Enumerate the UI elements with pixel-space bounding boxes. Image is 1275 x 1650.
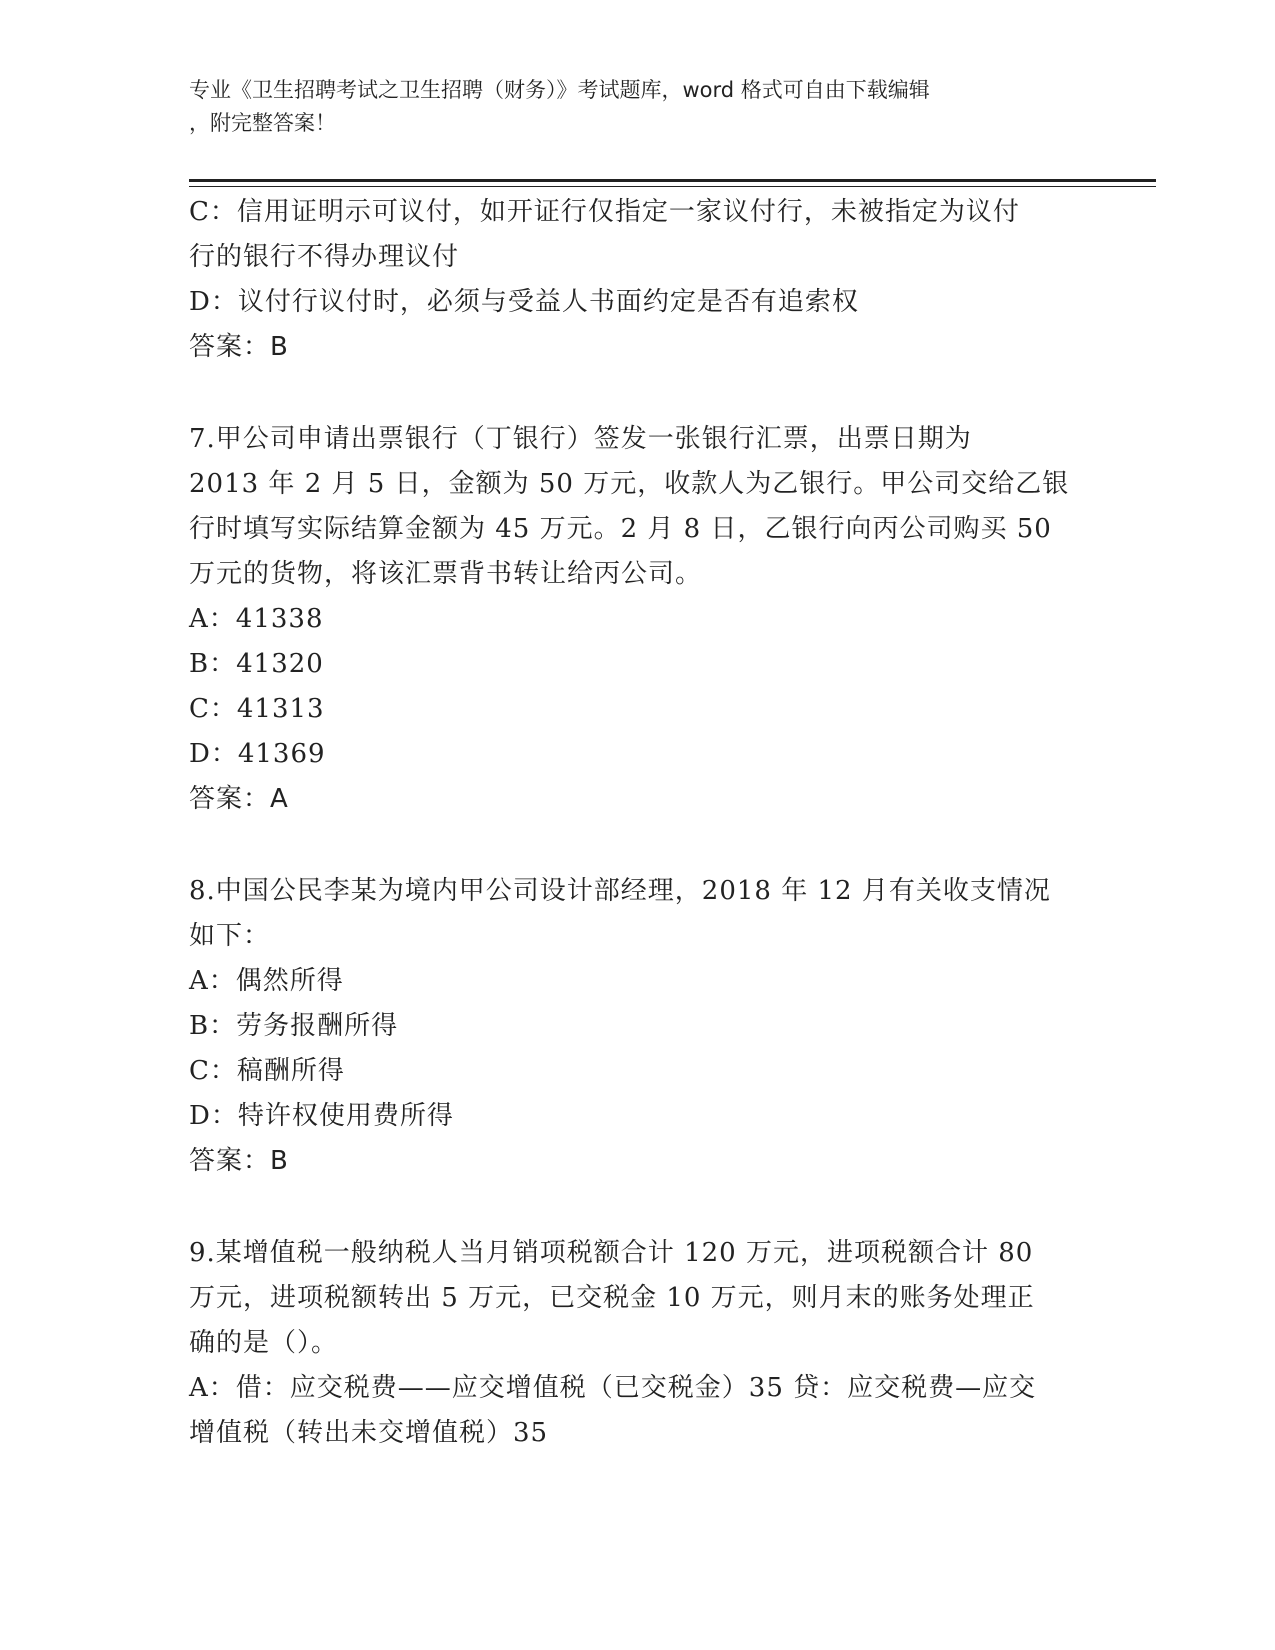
option-b: B：劳务报酬所得	[189, 1011, 399, 1041]
option-c-continued: 行的银行不得办理议付	[189, 242, 460, 272]
answer-label: 答案：A	[189, 784, 289, 814]
question-stem: 8.中国公民李某为境内甲公司设计部经理，2018 年 12 月有关收支情况	[189, 876, 1051, 906]
answer-label: 答案：B	[189, 332, 289, 362]
question-content	[189, 190, 1089, 1456]
spacer	[189, 822, 1089, 869]
spacer	[189, 1184, 1089, 1231]
option-d: D：特许权使用费所得	[189, 1101, 454, 1131]
option-d: D：议付行议付时，必须与受益人书面约定是否有追索权	[189, 287, 859, 317]
question-7	[189, 417, 1089, 822]
question-stem: 万元，进项税额转出 5 万元，已交税金 10 万元，则月末的账务处理正	[189, 1283, 1035, 1313]
question-stem: 9.某增值税一般纳税人当月销项税额合计 120 万元，进项税额合计 80	[189, 1238, 1034, 1268]
header-divider-thick	[189, 179, 1156, 182]
question-stem: 如下：	[189, 921, 271, 951]
spacer	[189, 370, 1089, 417]
question-9	[189, 1231, 1089, 1456]
option-a: A：借：应交税费——应交增值税（已交税金）35 贷：应交税费—应交	[189, 1373, 1037, 1403]
question-stem: 行时填写实际结算金额为 45 万元。2 月 8 日，乙银行向丙公司购买 50	[189, 514, 1052, 544]
option-c: C：41313	[189, 694, 325, 724]
option-a: A：41338	[189, 604, 324, 634]
answer-label: 答案：B	[189, 1146, 289, 1176]
question-stem: 万元的货物，将该汇票背书转让给丙公司。	[189, 559, 703, 589]
question-stem: 2013 年 2 月 5 日，金额为 50 万元，收款人为乙银行。甲公司交给乙银	[189, 469, 1070, 499]
header-divider-thin	[189, 186, 1156, 187]
question-6-tail	[189, 190, 1089, 370]
header-title-line2: ，附完整答案！	[189, 111, 336, 135]
question-8	[189, 869, 1089, 1184]
option-a: A：偶然所得	[189, 966, 344, 996]
option-c: C：稿酬所得	[189, 1056, 345, 1086]
option-c: C：信用证明示可议付，如开证行仅指定一家议付行，未被指定为议付	[189, 197, 1020, 227]
option-a-continued: 增值税（转出未交增值税）35	[189, 1418, 549, 1448]
question-stem: 7.甲公司申请出票银行（丁银行）签发一张银行汇票，出票日期为	[189, 424, 972, 454]
question-stem: 确的是（）。	[189, 1328, 339, 1358]
header-title-line1: 专业《卫生招聘考试之卫生招聘（财务）》考试题库，word 格式可自由下载编辑	[189, 78, 930, 102]
option-d: D：41369	[189, 739, 326, 769]
document-header	[189, 74, 1089, 140]
option-b: B：41320	[189, 649, 324, 679]
